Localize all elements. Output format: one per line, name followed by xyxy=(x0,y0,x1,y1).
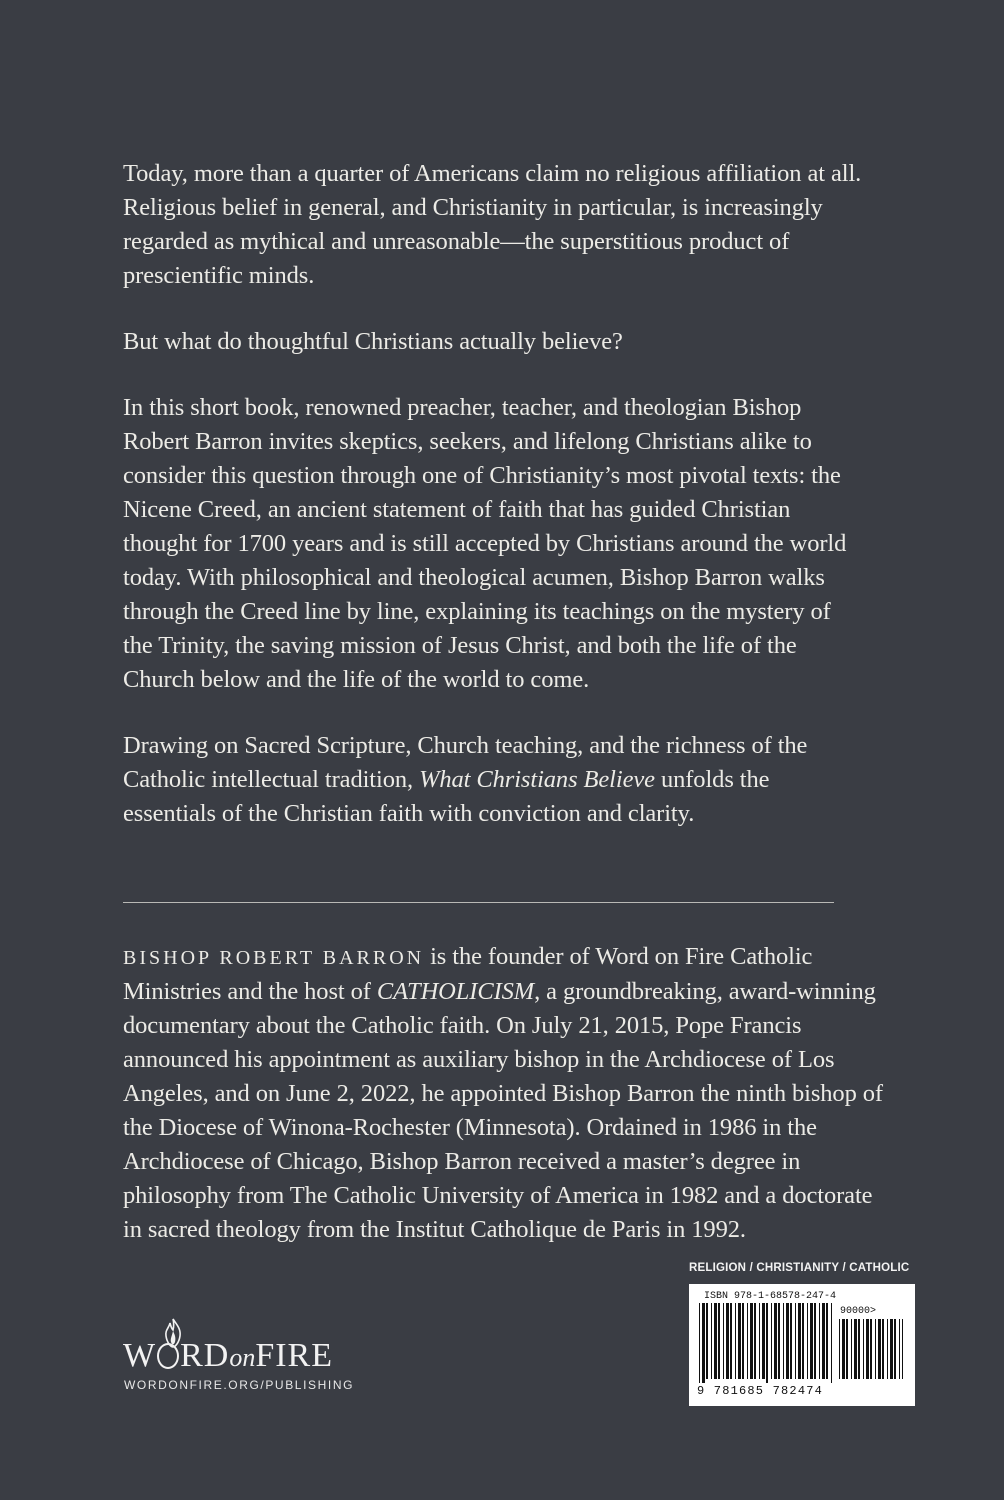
logo-on: on xyxy=(229,1343,256,1372)
barcode-bar xyxy=(839,1319,840,1379)
book-description xyxy=(123,157,863,863)
barcode-bar xyxy=(766,1303,768,1383)
series-title: CATHOLICISM xyxy=(376,978,535,1005)
barcode-bar xyxy=(702,1303,705,1383)
book-title: What Christians Believe xyxy=(419,766,655,793)
barcode-bar xyxy=(826,1303,828,1379)
barcode-bar xyxy=(882,1319,884,1379)
barcode-bar xyxy=(890,1319,893,1379)
logo-letters-rd: RD xyxy=(180,1337,230,1374)
publisher-logo xyxy=(123,1320,353,1400)
barcode-bar xyxy=(726,1303,729,1379)
barcode-bar xyxy=(863,1319,864,1379)
barcode-bar xyxy=(878,1319,881,1379)
author-bio xyxy=(123,940,883,1247)
barcode-bar xyxy=(819,1303,820,1379)
barcode-bar xyxy=(866,1319,869,1379)
barcode-bar xyxy=(902,1319,903,1379)
bisac-category: RELIGION / CHRISTIANITY / CATHOLIC xyxy=(689,1262,910,1274)
barcode-bar xyxy=(747,1303,748,1379)
blurb-p4-after: unfolds the essentials of the Christian faith with conviction and clarity. xyxy=(123,766,770,827)
barcode-bar xyxy=(894,1319,896,1379)
barcode-bar xyxy=(778,1303,780,1379)
blurb-paragraph-3: In this short book, renowned preacher, teacher, and theologian Bishop Robert Barron invites skeptics, seekers, and lifelong Christians alike to consider this question through one of Christianity’s most pivotal texts: the Nicene Creed, an ancient statement of faith that has guided Christian thought for 1700 years and is still accepted by Christians around the world today. With philosophical and theological acumen, Bishop Barron walks through the Creed line by line, explaining its teachings on the mystery of the Trinity, the saving mission of Jesus Christ, and both the life of the Church below and the life of the world to come. xyxy=(123,394,847,693)
barcode-bar xyxy=(814,1303,816,1379)
barcode-bar xyxy=(831,1303,832,1383)
barcode-bar xyxy=(759,1303,760,1379)
author-name: BISHOP ROBERT BARRON xyxy=(123,947,425,969)
barcode-bar xyxy=(798,1303,801,1379)
barcode-bar xyxy=(774,1303,777,1379)
barcode-bar xyxy=(771,1303,772,1379)
price-addon-bars xyxy=(839,1319,903,1383)
blurb-paragraph-1: Today, more than a quarter of Americans claim no religious affiliation at all. Religious belief in general, and Christianity in particular, is increasingly regarded as mythical and unreasonable—the superstitious product of prescientific minds. xyxy=(123,160,862,289)
barcode-bar xyxy=(810,1303,813,1379)
barcode-bar xyxy=(795,1303,796,1379)
barcode-bar xyxy=(899,1319,900,1379)
barcode-bar xyxy=(723,1303,724,1379)
barcode-bar xyxy=(887,1319,888,1379)
divider-rule xyxy=(123,902,834,903)
barcode-bar xyxy=(875,1319,876,1379)
bio-text-2: , a groundbreaking, award-winning documentary about the Catholic faith. On July 21, 2015, Pope Francis announced his appointment as auxiliary bishop in the Archdiocese of Los Angeles, and on June 2, 2022, he appointed Bishop Barron the ninth bishop of the Diocese of Winona-Rochester (Minnesota). Ordained in 1986 in the Archdiocese of Chicago, Bishop Barron received a master’s degree in philosophy from The Catholic University of America in 1982 and a doctorate in sacred theology from the Institut Catholique de Paris in 1992. xyxy=(123,978,883,1243)
publisher-wordmark xyxy=(123,1337,333,1375)
barcode-bar xyxy=(754,1303,756,1379)
barcode-bar xyxy=(738,1303,741,1379)
barcode-bar xyxy=(851,1319,852,1379)
barcode-bar xyxy=(750,1303,753,1379)
barcode-bar xyxy=(699,1303,700,1383)
barcode-bar xyxy=(822,1303,825,1379)
barcode-bar xyxy=(870,1319,872,1379)
barcode-bar xyxy=(846,1319,848,1379)
barcode-bar xyxy=(706,1303,708,1379)
isbn-label: ISBN 978-1-68578-247-4 xyxy=(704,1291,837,1302)
barcode-bar xyxy=(842,1319,845,1379)
blurb-paragraph-4 xyxy=(123,729,863,831)
price-code: 90000> xyxy=(840,1306,877,1317)
publisher-url: WORDONFIRE.ORG/PUBLISHING xyxy=(124,1378,355,1392)
barcode-bar xyxy=(762,1303,765,1379)
isbn-digits: 9 781685 782474 xyxy=(697,1384,824,1398)
isbn-barcode xyxy=(689,1284,915,1406)
barcode-bar xyxy=(714,1303,717,1379)
barcode-bar xyxy=(730,1303,732,1379)
barcode-bar xyxy=(802,1303,804,1379)
barcode-bar xyxy=(807,1303,808,1379)
barcode-bar xyxy=(790,1303,792,1379)
bio-text-1: is the founder of Word on Fire Catholic Ministries and the host of xyxy=(123,943,813,1005)
barcode-bar xyxy=(858,1319,860,1379)
barcode-bar xyxy=(783,1303,784,1379)
logo-letter-w: W xyxy=(123,1337,157,1374)
logo-fire: FIRE xyxy=(255,1337,334,1374)
barcode-bars xyxy=(699,1303,833,1383)
barcode-bar xyxy=(786,1303,789,1379)
blurb-paragraph-2: But what do thoughtful Christians actually believe? xyxy=(123,328,623,355)
barcode-bar xyxy=(711,1303,712,1379)
blurb-p4-before: Drawing on Sacred Scripture, Church teaching, and the richness of the Catholic intellectual tradition, xyxy=(123,732,808,793)
barcode-bar xyxy=(735,1303,736,1379)
logo-o-ring xyxy=(157,1343,179,1369)
barcode-bar xyxy=(854,1319,857,1379)
barcode-bar xyxy=(742,1303,744,1379)
barcode-bar xyxy=(718,1303,720,1379)
